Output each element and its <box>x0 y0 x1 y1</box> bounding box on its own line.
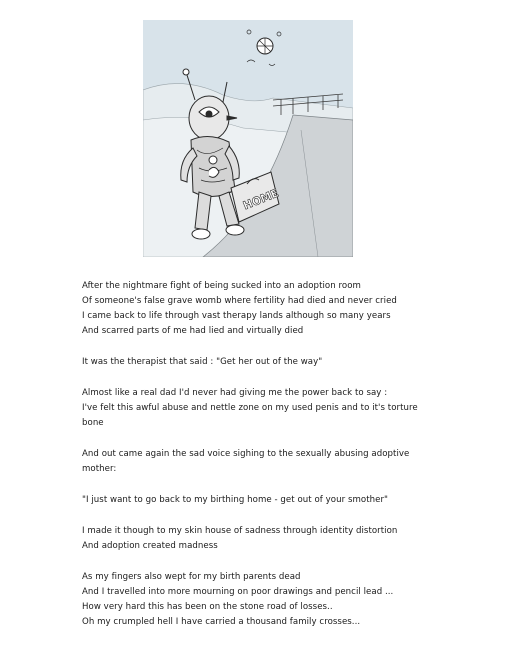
stanza-5 <box>82 493 492 508</box>
stanza-2 <box>82 355 492 370</box>
stanza-1 <box>82 279 492 339</box>
poem-line: As my fingers also wept for my birth parents dead <box>82 572 301 582</box>
poem-line: Of someone's false grave womb where fertility had died and never cried <box>82 296 397 306</box>
suitcase-sign: HOME <box>241 186 281 213</box>
poem-line: After the nightmare fight of being sucked into an adoption room <box>82 281 361 291</box>
stanza-4 <box>82 447 492 477</box>
poem-line: And adoption created madness <box>82 541 218 551</box>
poem-line: "I just want to go back to my birthing home - get out of your smother" <box>82 495 389 505</box>
stanza-3 <box>82 386 492 431</box>
poem-line: I came back to life through vast therapy lands although so many years <box>82 311 391 321</box>
poem <box>82 279 492 646</box>
poem-line: Oh my crumpled hell I have carried a thousand family crosses... <box>82 617 361 627</box>
poem-line: Almost like a real dad I'd never had giving me the power back to say : <box>82 388 388 398</box>
poem-line: How very hard this has been on the stone road of losses.. <box>82 602 333 612</box>
poem-line: bone <box>82 418 104 428</box>
poem-line: I've felt this awful abuse and nettle zone on my used penis and to it's torture <box>82 403 418 413</box>
poem-line: mother: <box>82 464 117 474</box>
poem-line: It was the therapist that said : "Get her out of the way" <box>82 357 323 367</box>
poem-line: And out came again the sad voice sighing to the sexually abusing adoptive <box>82 449 410 459</box>
poem-line: I made it though to my skin house of sadness through identity distortion <box>82 526 398 536</box>
illustration <box>143 20 353 257</box>
stanza-6 <box>82 524 492 554</box>
poem-line: And scarred parts of me had lied and virtually died <box>82 326 304 336</box>
drawing-svg <box>143 20 353 257</box>
stanza-7 <box>82 570 492 630</box>
poem-line: And I travelled into more mourning on poor drawings and pencil lead ... <box>82 587 394 597</box>
